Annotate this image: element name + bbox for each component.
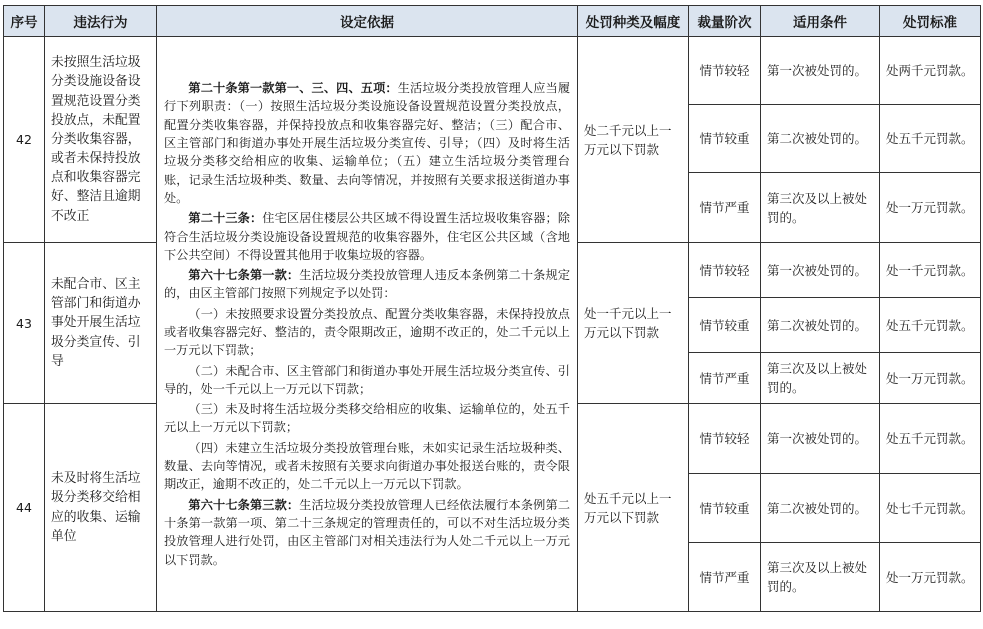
row-number: 44 xyxy=(4,404,45,612)
discretion-level: 情节较轻 xyxy=(689,404,761,474)
row-number: 43 xyxy=(4,243,45,404)
discretion-level: 情节严重 xyxy=(689,353,761,404)
discretion-level: 情节较轻 xyxy=(689,37,761,105)
basis-item-2: （二）未配合市、区主管部门和街道办事处开展生活垃圾分类宣传、引导的，处一千元以上一万元以下罚款； xyxy=(164,363,570,396)
article-text: 生活垃圾分类投放管理人应当履行下列职责：（一）按照生活垃圾分类设施设备设置规范设置分类投放点，配置分类收集容器，并保持投放点和收集容器完好、整洁；（三）配合市、区主管部门和街道办事处开展生活垃圾分类宣传、引导；（四）及时将生活垃圾分类移交给相应的收集、运输单位；（五）建立生活垃圾分类管理台账，记录生活垃圾种类、数量、去向等情况，并按照有关要求报送街道办事处。 xyxy=(164,81,571,205)
header-legal-basis: 设定依据 xyxy=(157,6,578,37)
penalty-standard: 处两千元罚款。 xyxy=(880,37,981,105)
applicable-condition: 第二次被处罚的。 xyxy=(761,105,880,173)
row-number: 42 xyxy=(4,37,45,243)
penalty-standard: 处七千元罚款。 xyxy=(880,474,981,543)
basis-article-67-1 xyxy=(164,266,570,303)
penalty-standard: 处一万元罚款。 xyxy=(880,353,981,404)
penalty-discretion-table xyxy=(3,5,981,612)
article-title: 第六十七条第一款： xyxy=(188,268,300,283)
discretion-level: 情节较重 xyxy=(689,474,761,543)
applicable-condition: 第二次被处罚的。 xyxy=(761,474,880,543)
header-penalty-range: 处罚种类及幅度 xyxy=(578,6,689,37)
penalty-standard: 处一千元罚款。 xyxy=(880,243,981,298)
basis-item-4: （四）未建立生活垃圾分类投放管理台账，未如实记录生活垃圾种类、数量、去向等情况，或者未按照有关要求向街道办事处报送台账的，责令限期改正，逾期不改正的，处二千元以上一万元以下罚款。 xyxy=(164,440,570,492)
article-title: 第六十七条第三款： xyxy=(188,497,300,512)
basis-article-23 xyxy=(164,209,570,264)
basis-article-67-3 xyxy=(164,496,570,569)
discretion-level: 情节严重 xyxy=(689,173,761,243)
basis-article-20 xyxy=(164,79,570,207)
header-violation: 违法行为 xyxy=(45,6,157,37)
article-title: 第二十条第一款第一、三、四、五项： xyxy=(188,81,398,96)
header-serial-number: 序号 xyxy=(4,6,45,37)
penalty-table-wrapper xyxy=(3,5,981,612)
basis-item-3: （三）未及时将生活垃圾分类移交给相应的收集、运输单位的，处五千元以上一万元以下罚款； xyxy=(164,402,570,435)
applicable-condition: 第一次被处罚的。 xyxy=(761,243,880,298)
penalty-range: 处五千元以上一万元以下罚款 xyxy=(578,404,689,612)
violation-description: 未按照生活垃圾分类设施设备设置规范设置分类投放点，未配置分类收集容器，或者未保持投放点和收集容器完好、整洁且逾期不改正 xyxy=(45,37,157,243)
penalty-range: 处二千元以上一万元以下罚款 xyxy=(578,37,689,243)
article-text: 生活垃圾分类投放管理人已经依法履行本条例第二十条第一款第一项、第二十三条规定的管理责任的，可以不对生活垃圾分类投放管理人进行处罚，由区主管部门对相关违法行为人处二千元以上一万元以下罚款。 xyxy=(164,497,571,567)
penalty-standard: 处一万元罚款。 xyxy=(880,173,981,243)
discretion-level: 情节较重 xyxy=(689,105,761,173)
applicable-condition: 第二次被处罚的。 xyxy=(761,298,880,353)
penalty-standard: 处五千元罚款。 xyxy=(880,404,981,474)
penalty-range: 处一千元以上一万元以下罚款 xyxy=(578,243,689,404)
header-penalty-standard: 处罚标准 xyxy=(880,6,981,37)
applicable-condition: 第一次被处罚的。 xyxy=(761,404,880,474)
violation-description: 未及时将生活垃圾分类移交给相应的收集、运输单位 xyxy=(45,404,157,612)
penalty-standard: 处五千元罚款。 xyxy=(880,105,981,173)
legal-basis-cell xyxy=(157,37,578,612)
applicable-condition: 第三次及以上被处罚的。 xyxy=(761,353,880,404)
penalty-standard: 处一万元罚款。 xyxy=(880,543,981,612)
article-text: 生活垃圾分类投放管理人违反本条例第二十条规定的，由区主管部门按照下列规定予以处罚： xyxy=(164,268,571,301)
table-header-row xyxy=(4,6,981,37)
header-discretion-level: 裁量阶次 xyxy=(689,6,761,37)
article-title: 第二十三条： xyxy=(188,211,263,226)
discretion-level: 情节严重 xyxy=(689,543,761,612)
applicable-condition: 第三次及以上被处罚的。 xyxy=(761,173,880,243)
discretion-level: 情节较重 xyxy=(689,298,761,353)
article-text: 住宅区居住楼层公共区域不得设置生活垃圾收集容器；除符合生活垃圾分类设施设备设置规范的收集容器外，住宅区公共区域（含地下公共空间）不得设置其他用于收集垃圾的容器。 xyxy=(164,211,571,262)
basis-item-1: （一）未按照要求设置分类投放点、配置分类收集容器，未保持投放点或者收集容器完好、整洁的，责令限期改正，逾期不改正的，处二千元以上一万元以下罚款； xyxy=(164,306,570,358)
table-row xyxy=(4,37,981,105)
applicable-condition: 第一次被处罚的。 xyxy=(761,37,880,105)
header-condition: 适用条件 xyxy=(761,6,880,37)
violation-description: 未配合市、区主管部门和街道办事处开展生活垃圾分类宣传、引导 xyxy=(45,243,157,404)
applicable-condition: 第三次及以上被处罚的。 xyxy=(761,543,880,612)
penalty-standard: 处五千元罚款。 xyxy=(880,298,981,353)
discretion-level: 情节较轻 xyxy=(689,243,761,298)
